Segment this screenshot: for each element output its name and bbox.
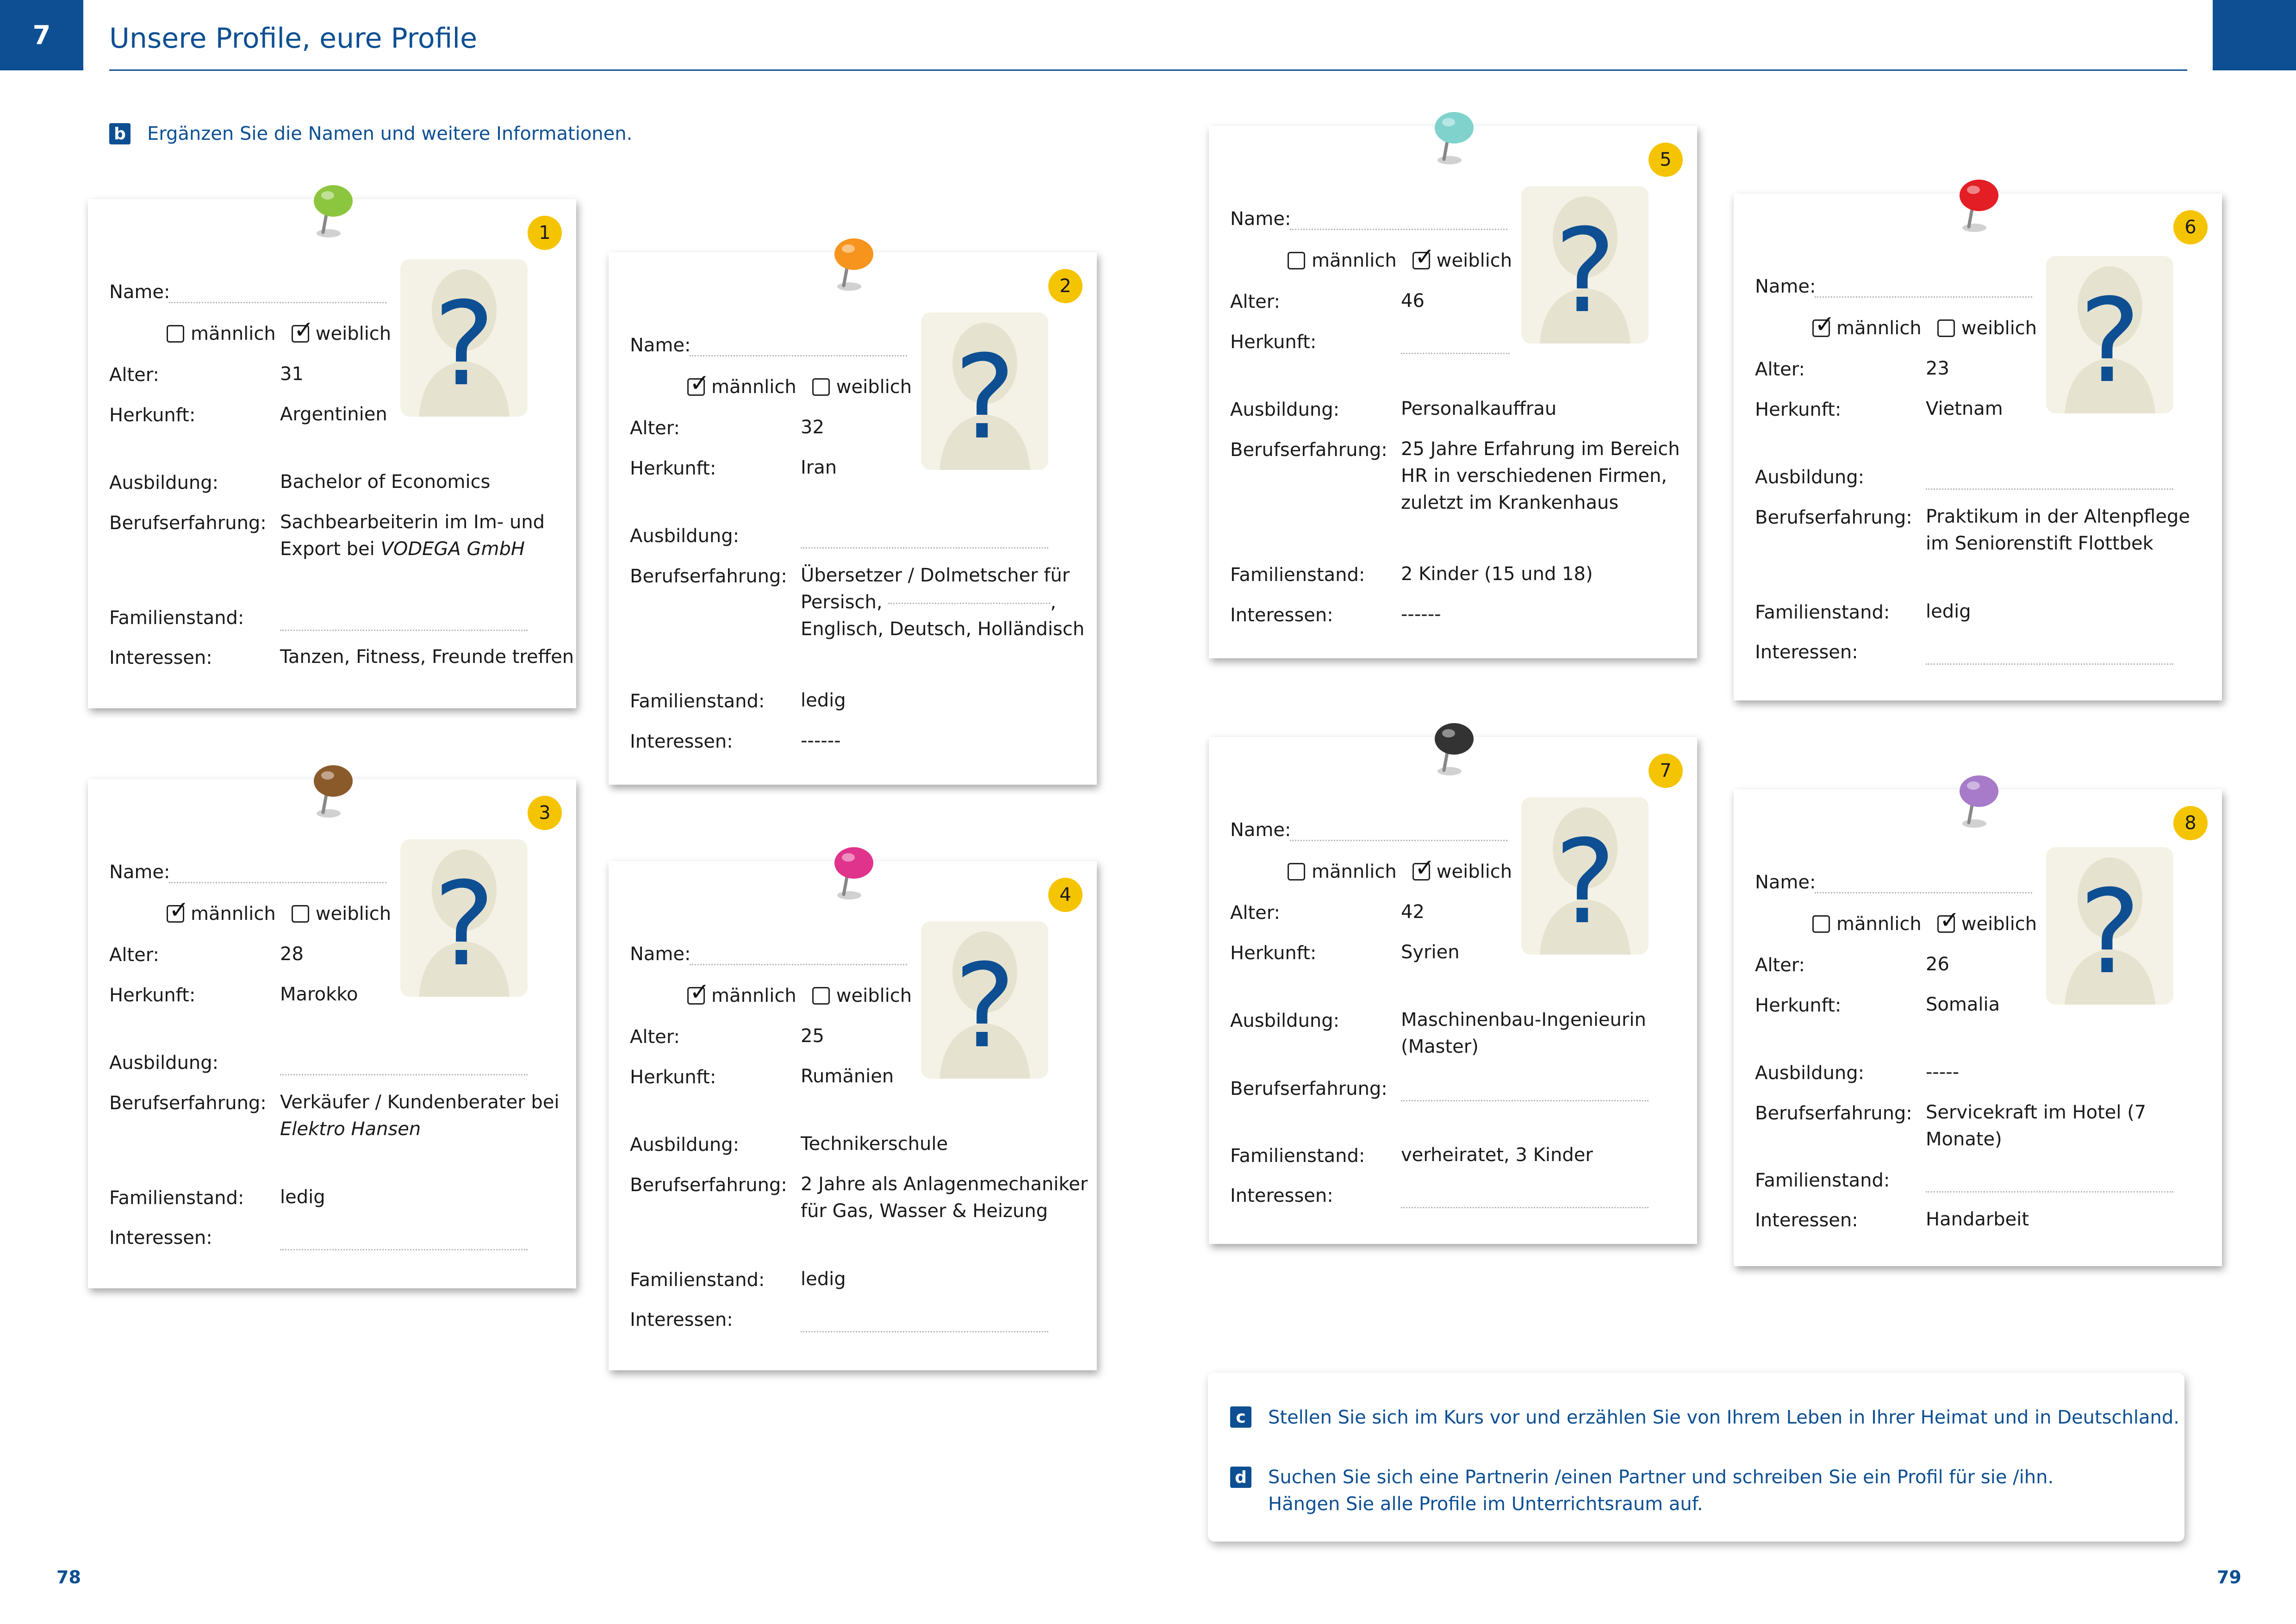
photo-placeholder bbox=[2046, 256, 2173, 413]
photo-placeholder bbox=[921, 921, 1048, 1079]
photo-placeholder bbox=[400, 259, 528, 417]
experience-value: Sachbearbeiterin im Im- und Export bei VODEGA GmbH bbox=[280, 512, 545, 560]
experience-label: Berufserfahrung: bbox=[1755, 507, 1912, 528]
profile-card-5 bbox=[1209, 126, 1697, 658]
question-mark-icon: ? bbox=[433, 277, 495, 412]
profile-card-7 bbox=[1209, 737, 1697, 1244]
profile-number-badge: 1 bbox=[528, 216, 562, 250]
checkbox-female[interactable] bbox=[1412, 854, 1435, 882]
pushpin-icon bbox=[826, 844, 882, 905]
education-label: Ausbildung: bbox=[109, 472, 219, 493]
checkmark-icon: ✓ bbox=[1414, 854, 1435, 882]
checkbox-male[interactable] bbox=[687, 978, 710, 1006]
education-label: Ausbildung: bbox=[1230, 399, 1340, 420]
checkbox-male[interactable] bbox=[1288, 863, 1305, 881]
photo-placeholder bbox=[400, 839, 528, 997]
question-mark-icon: ? bbox=[433, 857, 495, 992]
male-label: männlich bbox=[1836, 913, 1922, 935]
male-label: männlich bbox=[1312, 250, 1397, 271]
checkbox-male[interactable] bbox=[1812, 311, 1835, 338]
profile-number-badge: 6 bbox=[2173, 210, 2208, 244]
origin-label: Herkunft: bbox=[109, 985, 196, 1006]
question-mark-icon: ? bbox=[1554, 204, 1616, 338]
family-blank bbox=[280, 630, 528, 631]
education-label: Ausbildung: bbox=[1230, 1010, 1340, 1031]
age-label: Alter: bbox=[109, 364, 159, 386]
education-value: ----- bbox=[1926, 1062, 1960, 1083]
family-value: ledig bbox=[280, 1187, 325, 1208]
task-c-badge: c bbox=[1230, 1406, 1251, 1428]
age-label: Alter: bbox=[1230, 902, 1280, 924]
chapter-tab-right bbox=[2213, 0, 2296, 70]
interests-label: Interessen: bbox=[109, 1227, 212, 1249]
gender-options bbox=[167, 316, 392, 344]
age-value: 42 bbox=[1401, 901, 1425, 923]
origin-label: Herkunft: bbox=[1755, 995, 1842, 1016]
photo-placeholder bbox=[1521, 797, 1649, 955]
profile-number-badge: 5 bbox=[1649, 143, 1683, 177]
education-label: Ausbildung: bbox=[1755, 1062, 1865, 1084]
checkbox-female[interactable] bbox=[292, 905, 309, 923]
checkbox-male[interactable] bbox=[1288, 252, 1305, 269]
checkmark-icon: ✓ bbox=[690, 978, 710, 1006]
education-blank bbox=[280, 1074, 528, 1075]
task-d-instruction: Suchen Sie sich eine Partnerin /einen Partner und schreiben Sie ein Profil für sie /ihn. Hängen Sie alle Profile im Unterrichtsraum auf. bbox=[1268, 1467, 2054, 1515]
origin-value: Somalia bbox=[1926, 994, 2000, 1015]
experience-value: Praktikum in der Altenpflege im Seniorenstift Flottbek bbox=[1926, 506, 2190, 554]
name-label: Name: bbox=[630, 335, 691, 356]
photo-placeholder bbox=[921, 312, 1048, 470]
experience-label: Berufserfahrung: bbox=[630, 1174, 787, 1196]
checkbox-female[interactable] bbox=[292, 316, 314, 344]
checkbox-female[interactable] bbox=[812, 987, 830, 1005]
profile-card-1 bbox=[88, 199, 576, 708]
question-mark-icon: ? bbox=[954, 939, 1016, 1074]
checkmark-icon: ✓ bbox=[169, 896, 189, 924]
age-label: Alter: bbox=[1755, 955, 1805, 976]
education-value: Technikerschule bbox=[801, 1133, 948, 1155]
name-label: Name: bbox=[1230, 208, 1291, 230]
female-label: weiblich bbox=[836, 985, 912, 1006]
experience-label: Berufserfahrung: bbox=[1230, 439, 1388, 461]
task-b-instruction: Ergänzen Sie die Namen und weitere Informationen. bbox=[147, 123, 633, 144]
interests-blank bbox=[801, 1331, 1048, 1332]
origin-value: Argentinien bbox=[280, 404, 387, 425]
family-label: Familienstand: bbox=[1755, 1170, 1890, 1191]
pushpin-icon bbox=[1426, 109, 1482, 169]
age-value: 32 bbox=[801, 417, 824, 438]
interests-value: Handarbeit bbox=[1926, 1209, 2029, 1230]
photo-placeholder bbox=[1521, 186, 1649, 344]
origin-label: Herkunft: bbox=[1230, 331, 1317, 353]
question-mark-icon: ? bbox=[954, 330, 1016, 465]
age-label: Alter: bbox=[1230, 291, 1280, 312]
name-label: Name: bbox=[1230, 819, 1291, 841]
checkbox-female[interactable] bbox=[812, 378, 830, 396]
family-value: ledig bbox=[1926, 601, 1971, 622]
page-number-left: 78 bbox=[56, 1567, 81, 1587]
origin-label: Herkunft: bbox=[630, 458, 716, 479]
interests-label: Interessen: bbox=[1755, 642, 1858, 663]
education-label: Ausbildung: bbox=[1755, 467, 1865, 488]
chapter-number-tab: 7 bbox=[0, 0, 83, 70]
interests-label: Interessen: bbox=[1230, 1185, 1333, 1206]
male-label: männlich bbox=[711, 376, 796, 398]
checkmark-icon: ✓ bbox=[690, 369, 710, 397]
interests-value: ------ bbox=[1401, 604, 1441, 625]
female-label: weiblich bbox=[1436, 861, 1512, 882]
origin-label: Herkunft: bbox=[109, 405, 196, 426]
family-label: Familienstand: bbox=[630, 691, 765, 712]
experience-label: Berufserfahrung: bbox=[1755, 1103, 1912, 1124]
female-label: weiblich bbox=[1436, 250, 1512, 271]
family-label: Familienstand: bbox=[109, 607, 244, 629]
experience-label: Berufserfahrung: bbox=[109, 512, 267, 534]
female-label: weiblich bbox=[1961, 318, 2037, 339]
name-blank bbox=[169, 882, 386, 883]
age-value: 28 bbox=[280, 943, 304, 965]
age-value: 31 bbox=[280, 363, 304, 385]
pushpin-icon bbox=[1951, 177, 2007, 237]
education-blank bbox=[801, 547, 1048, 549]
profile-number-badge: 2 bbox=[1048, 269, 1083, 303]
question-mark-icon: ? bbox=[2079, 274, 2141, 408]
interests-label: Interessen: bbox=[1230, 605, 1333, 626]
checkbox-male[interactable] bbox=[167, 325, 184, 343]
interests-label: Interessen: bbox=[630, 731, 733, 752]
age-value: 25 bbox=[801, 1025, 824, 1047]
gender-options bbox=[167, 896, 392, 924]
name-blank bbox=[1290, 229, 1507, 230]
female-label: weiblich bbox=[315, 903, 392, 924]
profile-number-badge: 3 bbox=[528, 796, 562, 830]
question-mark-icon: ? bbox=[2079, 865, 2141, 999]
experience-label: Berufserfahrung: bbox=[109, 1093, 267, 1114]
female-label: weiblich bbox=[315, 323, 392, 344]
name-label: Name: bbox=[109, 862, 170, 883]
gender-options bbox=[687, 369, 912, 398]
age-value: 26 bbox=[1926, 954, 1949, 975]
task-c-instruction: Stellen Sie sich im Kurs vor und erzählen Sie von Ihrem Leben in Ihrer Heimat und in Deutschland. bbox=[1268, 1407, 2179, 1428]
pushpin-icon bbox=[826, 236, 882, 296]
experience-label: Berufserfahrung: bbox=[630, 566, 787, 587]
gender-options bbox=[1812, 311, 2037, 339]
origin-value: Marokko bbox=[280, 984, 358, 1005]
pushpin-icon bbox=[305, 762, 361, 823]
profile-card-4 bbox=[609, 861, 1097, 1370]
task-d-badge: d bbox=[1230, 1467, 1251, 1488]
origin-value: Iran bbox=[801, 457, 837, 478]
education-label: Ausbildung: bbox=[630, 1134, 740, 1156]
interests-label: Interessen: bbox=[630, 1309, 733, 1330]
checkmark-icon: ✓ bbox=[1815, 311, 1835, 338]
male-label: männlich bbox=[711, 985, 796, 1006]
name-label: Name: bbox=[109, 281, 170, 303]
family-value: 2 Kinder (15 und 18) bbox=[1401, 563, 1593, 585]
interests-blank bbox=[1401, 1207, 1649, 1208]
age-label: Alter: bbox=[1755, 359, 1805, 380]
checkbox-male[interactable] bbox=[687, 369, 710, 397]
profile-card-3 bbox=[88, 779, 576, 1288]
pushpin-icon bbox=[1426, 720, 1482, 781]
experience-value: Übersetzer / Dolmetscher für Persisch, , Englisch, Deutsch, Holländisch bbox=[801, 565, 1085, 640]
checkmark-icon: ✓ bbox=[1414, 243, 1435, 271]
origin-value: Syrien bbox=[1401, 942, 1460, 963]
experience-value: Verkäufer / Kundenberater bei Elektro Hansen bbox=[280, 1092, 560, 1140]
origin-value: Vietnam bbox=[1926, 398, 2003, 419]
male-label: männlich bbox=[1836, 318, 1922, 339]
name-label: Name: bbox=[1755, 872, 1816, 893]
family-value: ledig bbox=[801, 690, 846, 711]
name-blank bbox=[1815, 296, 2032, 298]
pushpin-icon bbox=[1951, 773, 2007, 833]
name-blank bbox=[690, 964, 907, 965]
family-value: verheiratet, 3 Kinder bbox=[1401, 1144, 1593, 1166]
gender-options bbox=[1288, 243, 1512, 271]
family-label: Familienstand: bbox=[630, 1269, 765, 1291]
education-blank bbox=[1926, 488, 2173, 490]
interests-value: Tanzen, Fitness, Freunde treffen bbox=[280, 646, 574, 668]
interests-label: Interessen: bbox=[1755, 1210, 1858, 1231]
age-label: Alter: bbox=[109, 944, 159, 966]
name-blank bbox=[1290, 840, 1507, 841]
header-divider bbox=[109, 69, 2187, 71]
experience-blank bbox=[1401, 1100, 1649, 1101]
family-value: ledig bbox=[801, 1268, 846, 1290]
interests-label: Interessen: bbox=[109, 647, 212, 668]
origin-label: Herkunft: bbox=[1230, 943, 1317, 964]
age-label: Alter: bbox=[630, 418, 680, 439]
age-value: 23 bbox=[1926, 358, 1949, 379]
female-label: weiblich bbox=[1961, 913, 2037, 935]
name-blank bbox=[169, 302, 386, 303]
experience-value: 25 Jahre Erfahrung im Bereich HR in verschiedenen Firmen, zuletzt im Krankenhaus bbox=[1401, 438, 1680, 513]
origin-blank bbox=[1401, 353, 1510, 354]
experience-label: Berufserfahrung: bbox=[1230, 1078, 1388, 1099]
language-blank bbox=[888, 603, 1050, 604]
profile-card-8 bbox=[1734, 789, 2222, 1266]
task-b-badge: b bbox=[109, 123, 131, 144]
age-value: 46 bbox=[1401, 290, 1425, 312]
checkmark-icon: ✓ bbox=[293, 316, 314, 344]
family-label: Familienstand: bbox=[109, 1187, 244, 1209]
name-blank bbox=[690, 355, 907, 356]
family-label: Familienstand: bbox=[1230, 1145, 1365, 1167]
profile-number-badge: 8 bbox=[2173, 806, 2208, 840]
gender-options bbox=[1812, 906, 2037, 935]
interests-blank bbox=[280, 1249, 528, 1250]
interests-blank bbox=[1926, 663, 2173, 665]
education-label: Ausbildung: bbox=[109, 1052, 219, 1074]
family-label: Familienstand: bbox=[1230, 564, 1365, 586]
education-value: Maschinenbau-Ingenieurin (Master) bbox=[1401, 1009, 1646, 1057]
gender-options bbox=[1288, 854, 1512, 882]
name-label: Name: bbox=[630, 943, 691, 965]
profile-number-badge: 7 bbox=[1649, 754, 1683, 788]
male-label: männlich bbox=[1312, 861, 1397, 882]
profile-card-2 bbox=[609, 252, 1097, 785]
education-label: Ausbildung: bbox=[630, 525, 740, 547]
origin-value: Rumänien bbox=[801, 1066, 894, 1087]
experience-value: Servicekraft im Hotel (7 Monate) bbox=[1926, 1102, 2147, 1150]
profile-number-badge: 4 bbox=[1048, 878, 1083, 912]
name-label: Name: bbox=[1755, 276, 1816, 297]
male-label: männlich bbox=[191, 903, 276, 924]
age-label: Alter: bbox=[630, 1026, 680, 1048]
family-blank bbox=[1926, 1191, 2173, 1193]
checkmark-icon: ✓ bbox=[1939, 906, 1960, 934]
experience-value: 2 Jahre als Anlagenmechaniker für Gas, Wasser & Heizung bbox=[801, 1174, 1088, 1222]
education-value: Bachelor of Economics bbox=[280, 471, 491, 493]
female-label: weiblich bbox=[836, 376, 912, 398]
interests-value: ------ bbox=[801, 730, 841, 751]
education-value: Personalkauffrau bbox=[1401, 398, 1557, 419]
checkbox-female[interactable] bbox=[1937, 906, 1960, 934]
family-label: Familienstand: bbox=[1755, 602, 1890, 623]
checkbox-female[interactable] bbox=[1412, 243, 1435, 271]
pushpin-icon bbox=[305, 182, 361, 243]
question-mark-icon: ? bbox=[1554, 815, 1616, 949]
origin-label: Herkunft: bbox=[1755, 399, 1842, 420]
male-label: männlich bbox=[191, 323, 276, 344]
page-title: Unsere Profile, eure Profile bbox=[109, 22, 477, 55]
photo-placeholder bbox=[2046, 847, 2173, 1005]
checkbox-male[interactable] bbox=[167, 896, 189, 924]
profile-card-6 bbox=[1734, 194, 2222, 700]
checkbox-female[interactable] bbox=[1937, 319, 1955, 337]
checkbox-male[interactable] bbox=[1812, 915, 1830, 933]
origin-label: Herkunft: bbox=[630, 1067, 716, 1088]
page-number-right: 79 bbox=[2217, 1567, 2241, 1587]
gender-options bbox=[687, 978, 912, 1006]
name-blank bbox=[1815, 892, 2032, 893]
